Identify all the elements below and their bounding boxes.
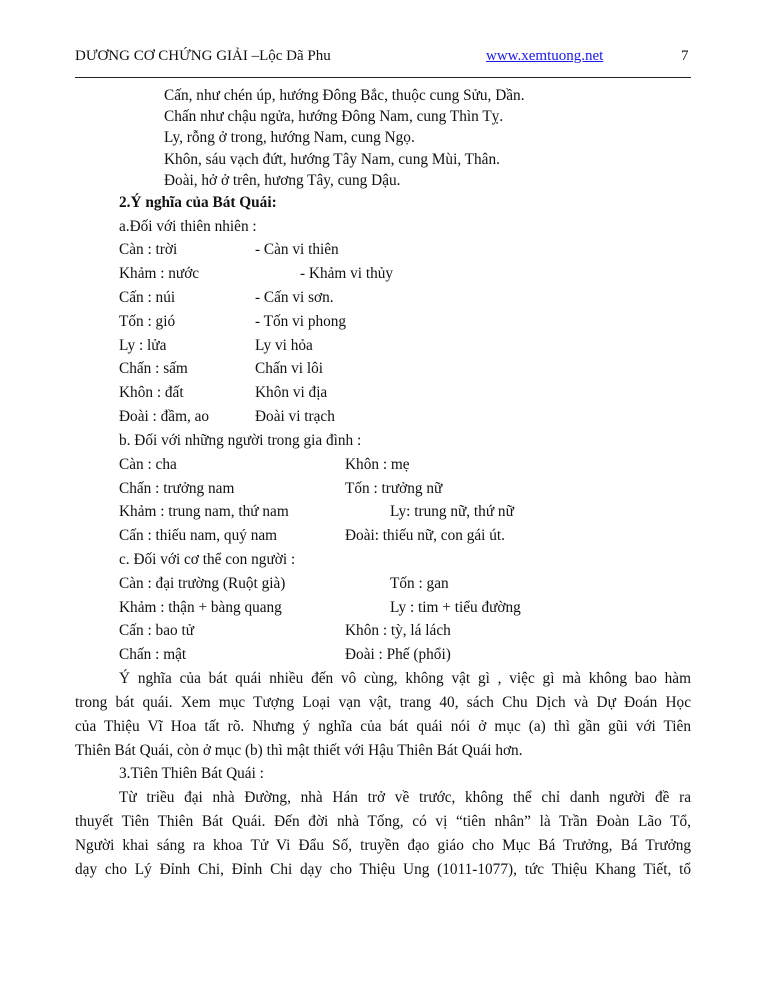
trigram-line: Ly, rỗng ở trong, hướng Nam, cung Ngọ. — [164, 129, 415, 146]
family-right: Tốn : trưởng nữ — [345, 480, 443, 497]
nature-left: Chấn : sấm — [119, 360, 188, 377]
paragraph-line: Thiên Bát Quái, còn ở mục (b) thì mật thiết với Hậu Thiên Bát Quái hơn. — [75, 742, 523, 759]
paragraph-line: thuyết Tiên Thiên Bát Quái. Đến đời nhà Tống, có vị “tiên nhân” là Trần Đoàn Lão Tổ, — [75, 813, 691, 830]
trigram-line: Chấn như chậu ngửa, hướng Đông Nam, cung Thìn Tỵ. — [164, 108, 504, 125]
section-heading: 3.Tiên Thiên Bát Quái : — [119, 765, 264, 782]
subsection-heading: a.Đối với thiên nhiên : — [119, 218, 257, 235]
header-rule — [75, 77, 691, 78]
family-right: Đoài: thiếu nữ, con gái út. — [345, 527, 505, 544]
trigram-line: Khôn, sáu vạch đứt, hướng Tây Nam, cung Mùi, Thân. — [164, 151, 500, 168]
body-left: Chấn : mật — [119, 646, 187, 663]
nature-left: Càn : trời — [119, 241, 178, 258]
nature-right: Khôn vi địa — [255, 384, 328, 401]
nature-right: Đoài vi trạch — [255, 408, 335, 425]
family-left: Khảm : trung nam, thứ nam — [119, 503, 289, 520]
nature-left: Cấn : núi — [119, 289, 176, 306]
trigram-line: Đoài, hở ở trên, hương Tây, cung Dậu. — [164, 172, 401, 189]
family-left: Càn : cha — [119, 456, 177, 473]
nature-left: Đoài : đầm, ao — [119, 408, 210, 425]
body-left: Càn : đại trường (Ruột già) — [119, 575, 286, 592]
body-right: Khôn : tỳ, lá lách — [345, 622, 451, 639]
nature-left: Tốn : gió — [119, 313, 176, 330]
body-right: Đoài : Phế (phổi) — [345, 646, 451, 663]
running-header-title: DƯƠNG CƠ CHỨNG GIẢI –Lộc Dã Phu — [75, 48, 331, 64]
subsection-heading: b. Đối với những người trong gia đình : — [119, 432, 362, 449]
family-right: Ly: trung nữ, thứ nữ — [390, 503, 514, 520]
body-right: Tốn : gan — [390, 575, 449, 592]
paragraph-line: trong bát quái. Xem mục Tượng Loại vạn vật, trang 40, sách Chu Dịch và Dự Đoán Học — [75, 694, 691, 711]
website-link[interactable]: www.xemtuong.net — [486, 48, 604, 64]
body-left: Cấn : bao tử — [119, 622, 194, 639]
nature-right: Ly vi hỏa — [255, 337, 313, 354]
nature-left: Ly : lửa — [119, 337, 167, 354]
nature-right: - Tốn vi phong — [255, 313, 347, 330]
page-number: 7 — [681, 48, 689, 64]
trigram-line: Cấn, như chén úp, hướng Đông Bắc, thuộc cung Sửu, Dần. — [164, 87, 525, 104]
family-left: Cấn : thiếu nam, quý nam — [119, 527, 278, 544]
section-heading: 2.Ý nghĩa của Bát Quái: — [119, 194, 277, 211]
nature-left: Khảm : nước — [119, 265, 200, 282]
nature-right: - Khảm vi thủy — [300, 265, 394, 282]
nature-left: Khôn : đất — [119, 384, 184, 401]
paragraph-line: Ý nghĩa của bát quái nhiều đến vô cùng, không vật gì , việc gì mà không bao hàm — [119, 670, 691, 687]
body-left: Khảm : thận + bàng quang — [119, 599, 282, 616]
nature-right: - Càn vi thiên — [255, 241, 339, 258]
nature-right: Chấn vi lôi — [255, 360, 323, 377]
nature-right: - Cấn vi sơn. — [255, 289, 334, 306]
body-right: Ly : tim + tiểu đường — [390, 599, 521, 616]
paragraph-line: dạy cho Lý Đỉnh Chi, Đỉnh Chi dạy cho Thiệu Ung (1011-1077), tức Thiệu Khang Tiết, tổ — [75, 861, 691, 878]
paragraph-line: Từ triều đại nhà Đường, nhà Hán trở về trước, không thể chỉ danh người đề ra — [119, 789, 691, 806]
paragraph-line: Người khai sáng ra khoa Tử Vi Đẩu Số, truyền đạo giáo cho Mục Bá Trưởng, Bá Trưởng — [75, 837, 691, 854]
subsection-heading: c. Đối với cơ thể con người : — [119, 551, 296, 568]
paragraph-line: của Thiệu Vĩ Hoa tất rõ. Nhưng ý nghĩa của bát quái nói ở mục (a) thì gần gũi với Tiên — [75, 718, 691, 735]
family-right: Khôn : mẹ — [345, 456, 410, 473]
family-left: Chấn : trưởng nam — [119, 480, 235, 497]
